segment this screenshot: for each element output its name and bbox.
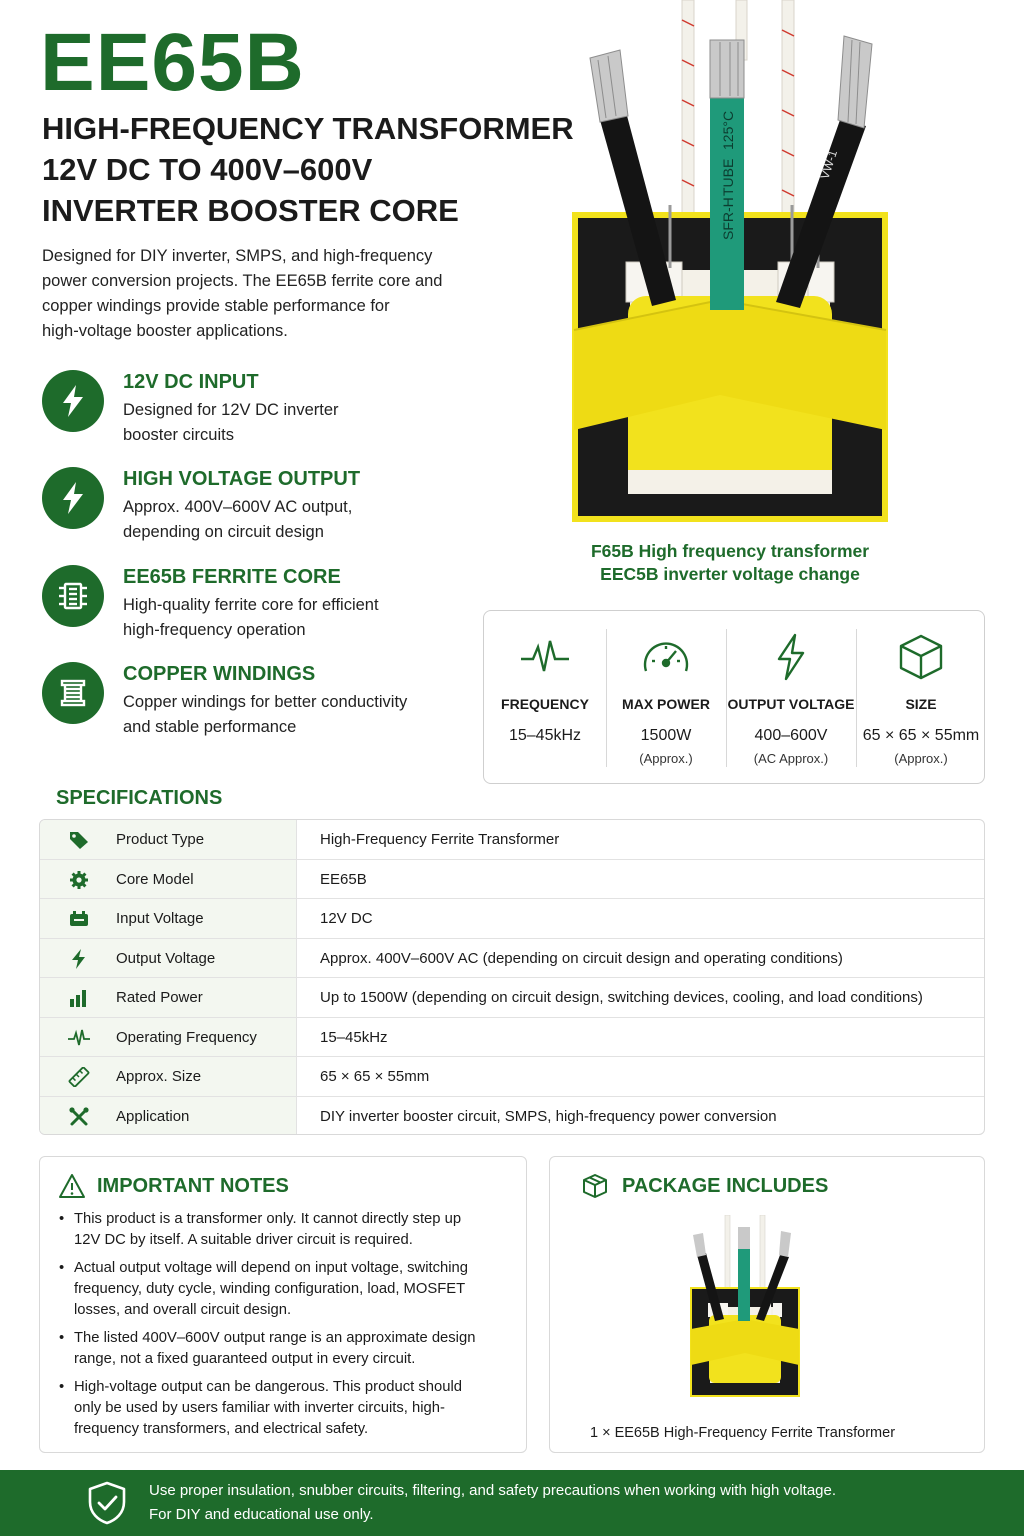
feature-title: HIGH VOLTAGE OUTPUT [123,468,361,490]
package-title: PACKAGE INCLUDES [622,1175,829,1197]
tube-label: SFR-H [720,197,736,240]
stat-value: 65 × 65 × 55mm [862,727,980,744]
table-row [40,860,985,900]
table-row [40,1097,985,1136]
copper-coil-icon [42,662,104,724]
intro-line: Designed for DIY inverter, SMPS, and high-frequency [42,247,433,265]
note-line: frequency, duty cycle, winding configuration, load, MOSFET [74,1281,466,1297]
important-notes-panel [39,1156,527,1453]
feature-desc [123,495,453,545]
note-line: • High-voltage output can be dangerous. This product should [74,1379,462,1395]
list-item [74,1328,504,1370]
table-row [40,1018,985,1058]
spec-value: High-Frequency Ferrite Transformer [320,831,560,848]
feature-desc [123,690,453,740]
notes-title: IMPORTANT NOTES [97,1175,289,1197]
caption-line: F65B High frequency transformer [590,541,870,561]
product-model-title: EE65B [40,17,305,108]
bar-chart-icon [68,988,90,1008]
package-item: 1 × EE65B High-Frequency Ferrite Transformer [590,1425,896,1441]
stat-label: SIZE [905,696,937,712]
spec-value: 65 × 65 × 55mm [320,1068,430,1085]
feature-copper-windings [42,662,462,742]
spec-name: Input Voltage [116,910,204,927]
intro-line: high-voltage booster applications. [42,322,288,340]
note-line: • The listed 400V–600V output range is an approximate design [74,1330,476,1346]
package-includes-panel [549,1156,985,1453]
feature-desc [123,593,453,643]
intro-paragraph [42,244,472,344]
feature-title: 12V DC INPUT [123,371,259,393]
feature-desc-line: booster circuits [123,426,234,444]
lightning-icon [42,370,104,432]
feature-desc-line: Designed for 12V DC inverter [123,401,339,419]
stat-value: 400–600V [754,727,828,744]
stat-size [856,611,986,785]
note-line: • This product is a transformer only. It cannot directly step up [74,1211,462,1227]
spec-name: Rated Power [116,989,203,1006]
table-row [40,978,985,1018]
feature-title: EE65B FERRITE CORE [123,566,341,588]
spec-value: Approx. 400V–600V AC (depending on circuit design and operating conditions) [320,949,843,967]
feature-12v-input [42,370,462,450]
intro-line: power conversion projects. The EE65B ferrite core and [42,272,443,290]
spec-value: EE65B [320,870,367,888]
tag-icon [68,830,90,850]
stat-note: (AC Approx.) [753,751,829,766]
gauge-icon [606,633,726,681]
feature-ferrite-core [42,565,462,645]
waveform-icon [68,1028,90,1048]
stat-label: OUTPUT VOLTAGE [727,696,855,712]
footer-safety-text: Use proper insulation, snubber circuits, filtering, and safety precautions when working with high voltage. [149,1482,837,1499]
spec-value: Up to 1500W (depending on circuit design, switching devices, cooling, and load conditions) [320,989,923,1006]
footer-disclaimer: For DIY and educational use only. [149,1506,374,1523]
caption-line: EEC5B inverter voltage change [600,564,860,584]
stat-max-power [606,611,726,785]
lightning-icon [42,467,104,529]
safety-footer [0,1470,1024,1536]
stat-value: 15–45kHz [508,727,582,744]
spec-name: Approx. Size [116,1068,202,1085]
feature-high-voltage-output [42,467,462,547]
note-line: range, not a fixed guaranteed output in every circuit. [74,1351,416,1367]
spec-value: 15–45kHz [320,1028,388,1046]
tube-label: VW-1 [817,148,841,181]
transformer-product-image [560,0,900,530]
stat-frequency [484,611,606,785]
feature-desc-line: depending on circuit design [123,523,324,541]
shield-check-icon [86,1480,128,1526]
stat-note: (Approx.) [639,751,693,766]
table-row [40,820,985,860]
gear-icon [68,870,90,890]
tube-label: 125°C [720,110,736,150]
stat-value: 1500W [640,727,692,744]
headline-line: INVERTER BOOSTER CORE [42,193,459,228]
specifications-table [39,819,985,1135]
warning-icon [58,1173,86,1199]
product-caption [560,540,900,586]
ruler-icon [68,1067,90,1087]
intro-line: copper windings provide stable performance for [42,297,390,315]
battery-icon [68,909,90,929]
lightning-icon [68,949,90,969]
feature-desc-line: Approx. 400V–600V AC output, [123,498,353,516]
feature-desc-line: and stable performance [123,718,297,736]
cube-icon [856,633,986,681]
spec-name: Output Voltage [116,949,216,967]
spec-name: Product Type [116,831,205,848]
list-item [74,1377,504,1440]
feature-title: COPPER WINDINGS [123,663,316,685]
spec-name: Core Model [116,870,194,888]
table-row [40,1057,985,1097]
list-item [74,1258,504,1321]
stat-label: MAX POWER [622,696,710,712]
list-item [74,1209,504,1251]
feature-desc-line: High-quality ferrite core for efficient [123,596,379,614]
feature-desc-line: high-frequency operation [123,621,306,639]
table-row [40,939,985,979]
waveform-icon [484,633,606,681]
stat-label: FREQUENCY [501,696,589,712]
note-line: only be used by users familiar with inverter circuits, high- [74,1400,445,1416]
note-line: frequency transformers, and electrical safety. [74,1421,369,1437]
tube-label: TUBE [720,158,736,196]
ferrite-core-icon [42,565,104,627]
box-icon [581,1173,609,1199]
note-line: 12V DC by itself. A suitable driver circuit is required. [74,1232,413,1248]
spec-name: Application [116,1107,190,1125]
headline-line: HIGH-FREQUENCY TRANSFORMER [42,111,574,146]
headline-line: 12V DC TO 400V–600V [42,152,373,187]
note-line: • Actual output voltage will depend on input voltage, switching [74,1260,469,1276]
feature-desc-line: Copper windings for better conductivity [123,693,408,711]
stat-note: (Approx.) [894,751,948,766]
stat-output-voltage [726,611,856,785]
table-row [40,899,985,939]
specifications-title: SPECIFICATIONS [56,787,223,809]
lightning-icon [726,633,856,681]
spec-name: Operating Frequency [116,1028,257,1046]
notes-list [74,1209,504,1447]
spec-value: DIY inverter booster circuit, SMPS, high-frequency power conversion [320,1107,777,1125]
product-headline [42,108,574,231]
note-line: losses, and overall circuit design. [74,1302,292,1318]
key-stats-panel [483,610,985,784]
transformer-thumbnail [680,1215,810,1405]
tools-icon [68,1107,90,1127]
feature-desc [123,398,453,448]
spec-value: 12V DC [320,910,373,927]
